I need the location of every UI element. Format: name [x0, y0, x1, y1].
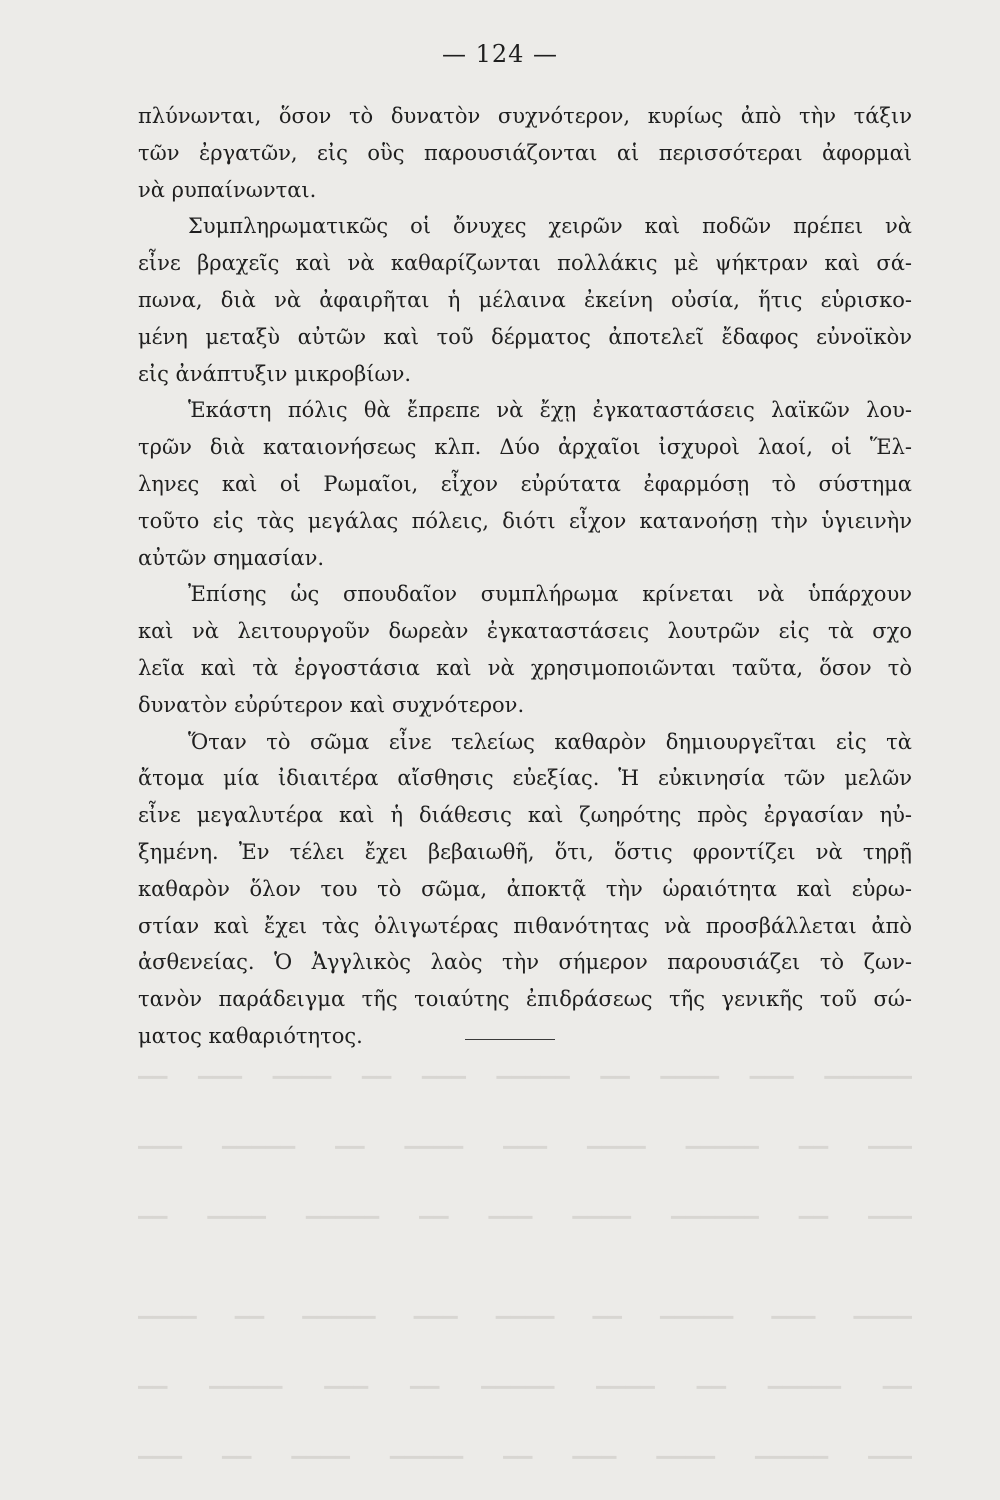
text-line: αὐτῶν σημασίαν. [138, 545, 325, 570]
text-line: στίαν καὶ ἔχει τὰς ὀλιγωτέρας πιθανότητας νὰ προσβάλλεται ἀπὸ [138, 913, 912, 938]
text-line: Ἐπίσης ὡς σπουδαῖον συμπλήρωμα κρίνεται νὰ ὑπάρχουν [188, 582, 912, 607]
bleed-through-texture: ▁▁▁ ▁▁ ▁▁▁▁ ▁▁▁▁▁ ▁▁ ▁▁▁ ▁▁▁▁ ▁▁▁▁▁ ▁▁▁ [138, 1437, 912, 1459]
text-line: Ὅταν τὸ σῶμα εἶνε τελείως καθαρὸν δημιουργεῖται εἰς τὰ [188, 729, 912, 754]
text-line: πωνα, διὰ νὰ ἀφαιρῆται ἡ μέλαινα ἐκείνη οὐσία, ἥτις εὑρισκο- [138, 287, 912, 312]
text-line: ξημένη. Ἐν τέλει ἔχει βεβαιωθῆ, ὅτι, ὅστις φροντίζει νὰ τηρῇ [138, 839, 912, 864]
text-line: μένη μεταξὺ αὐτῶν καὶ τοῦ δέρματος ἀποτελεῖ ἔδαφος εὐνοϊκὸν [138, 324, 912, 349]
text-line: τοῦτο εἰς τὰς μεγάλας πόλεις, διότι εἶχον κατανοήσῃ τὴν ὑγιεινὴν [138, 508, 912, 533]
bleed-through-texture: ▁▁ ▁▁▁▁ ▁▁▁▁▁ ▁▁ ▁▁▁ ▁▁▁▁ ▁▁▁▁▁▁ ▁▁ ▁▁▁ [138, 1197, 912, 1219]
text-line: νὰ ρυπαίνωνται. [138, 177, 317, 202]
body-text [138, 98, 912, 1055]
text-line: ματος καθαριότητος. [138, 1023, 363, 1048]
text-line: καὶ νὰ λειτουργοῦν δωρεὰν ἐγκαταστάσεις λουτρῶν εἰς τὰ σχο [138, 619, 912, 644]
text-line: ἀσθενείας. Ὁ Ἀγγλικὸς λαὸς τὴν σήμερον παρουσιάζει τὸ ζων- [138, 950, 912, 975]
text-line: ληνες καὶ οἱ Ρωμαῖοι, εἶχον εὐρύτατα ἐφαρμόσῃ τὸ σύστημα [138, 471, 912, 496]
bleed-through-texture: ▁▁ ▁▁▁ ▁▁▁▁ ▁▁ ▁▁▁ ▁▁▁▁▁ ▁▁ ▁▁▁▁ ▁▁▁ ▁▁▁▁▁▁ [138, 1057, 912, 1079]
text-line: δυνατὸν εὐρύτερον καὶ συχνότερον. [138, 692, 525, 717]
page-number: — 124 — [441, 40, 559, 68]
text-line: τρῶν διὰ καταιονήσεως κλπ. Δύο ἀρχαῖοι ἰσχυροὶ λαοί, οἱ Ἕλ- [138, 435, 912, 460]
text-line: Συμπληρωματικῶς οἱ ὄνυχες χειρῶν καὶ ποδῶν πρέπει νὰ [188, 214, 912, 239]
text-line: εἶνε μεγαλυτέρα καὶ ἡ διάθεσις καὶ ζωηρότης πρὸς ἐργασίαν ηὐ- [138, 803, 912, 828]
text-line: ἄτομα μία ἰδιαιτέρα αἴσθησις εὐεξίας. Ἡ εὐκινησία τῶν μελῶν [138, 766, 912, 791]
text-line: πλύνωνται, ὅσον τὸ δυνατὸν συχνότερον, κυρίως ἀπὸ τὴν τάξιν [138, 104, 912, 128]
section-end-rule [465, 1039, 555, 1040]
text-line: λεῖα καὶ τὰ ἐργοστάσια καὶ νὰ χρησιμοποιῶνται ταῦτα, ὅσον τὸ [138, 655, 912, 680]
text-line: καθαρὸν ὅλον του τὸ σῶμα, ἀποκτᾷ τὴν ὡραιότητα καὶ εὐρω- [138, 876, 912, 901]
text-line: εἶνε βραχεῖς καὶ νὰ καθαρίζωνται πολλάκις μὲ ψήκτραν καὶ σά- [138, 251, 912, 276]
bleed-through-texture: ▁▁▁ ▁▁▁▁▁ ▁▁ ▁▁▁▁ ▁▁▁ ▁▁▁▁ ▁▁▁▁▁ ▁▁ ▁▁▁ [138, 1127, 912, 1149]
text-line: εἰς ἀνάπτυξιν μικροβίων. [138, 361, 412, 386]
bleed-through-texture: ▁▁ ▁▁▁▁▁ ▁▁▁ ▁▁ ▁▁▁▁▁ ▁▁▁▁ ▁▁ ▁▁▁▁▁ ▁▁ [138, 1367, 912, 1389]
bleed-through-texture: ▁▁▁▁ ▁▁ ▁▁▁▁▁ ▁▁▁ ▁▁▁▁ ▁▁ ▁▁▁▁▁ ▁▁▁ ▁▁▁▁ [138, 1297, 912, 1319]
text-line: τανὸν παράδειγμα τῆς τοιαύτης ἐπιδράσεως τῆς γενικῆς τοῦ σώ- [138, 987, 912, 1012]
text-line: Ἑκάστη πόλις θὰ ἔπρεπε νὰ ἔχῃ ἐγκαταστάσεις λαϊκῶν λου- [188, 398, 912, 423]
text-line: τῶν ἐργατῶν, εἰς οὓς παρουσιάζονται αἱ περισσότεραι ἀφορμαὶ [138, 140, 912, 165]
